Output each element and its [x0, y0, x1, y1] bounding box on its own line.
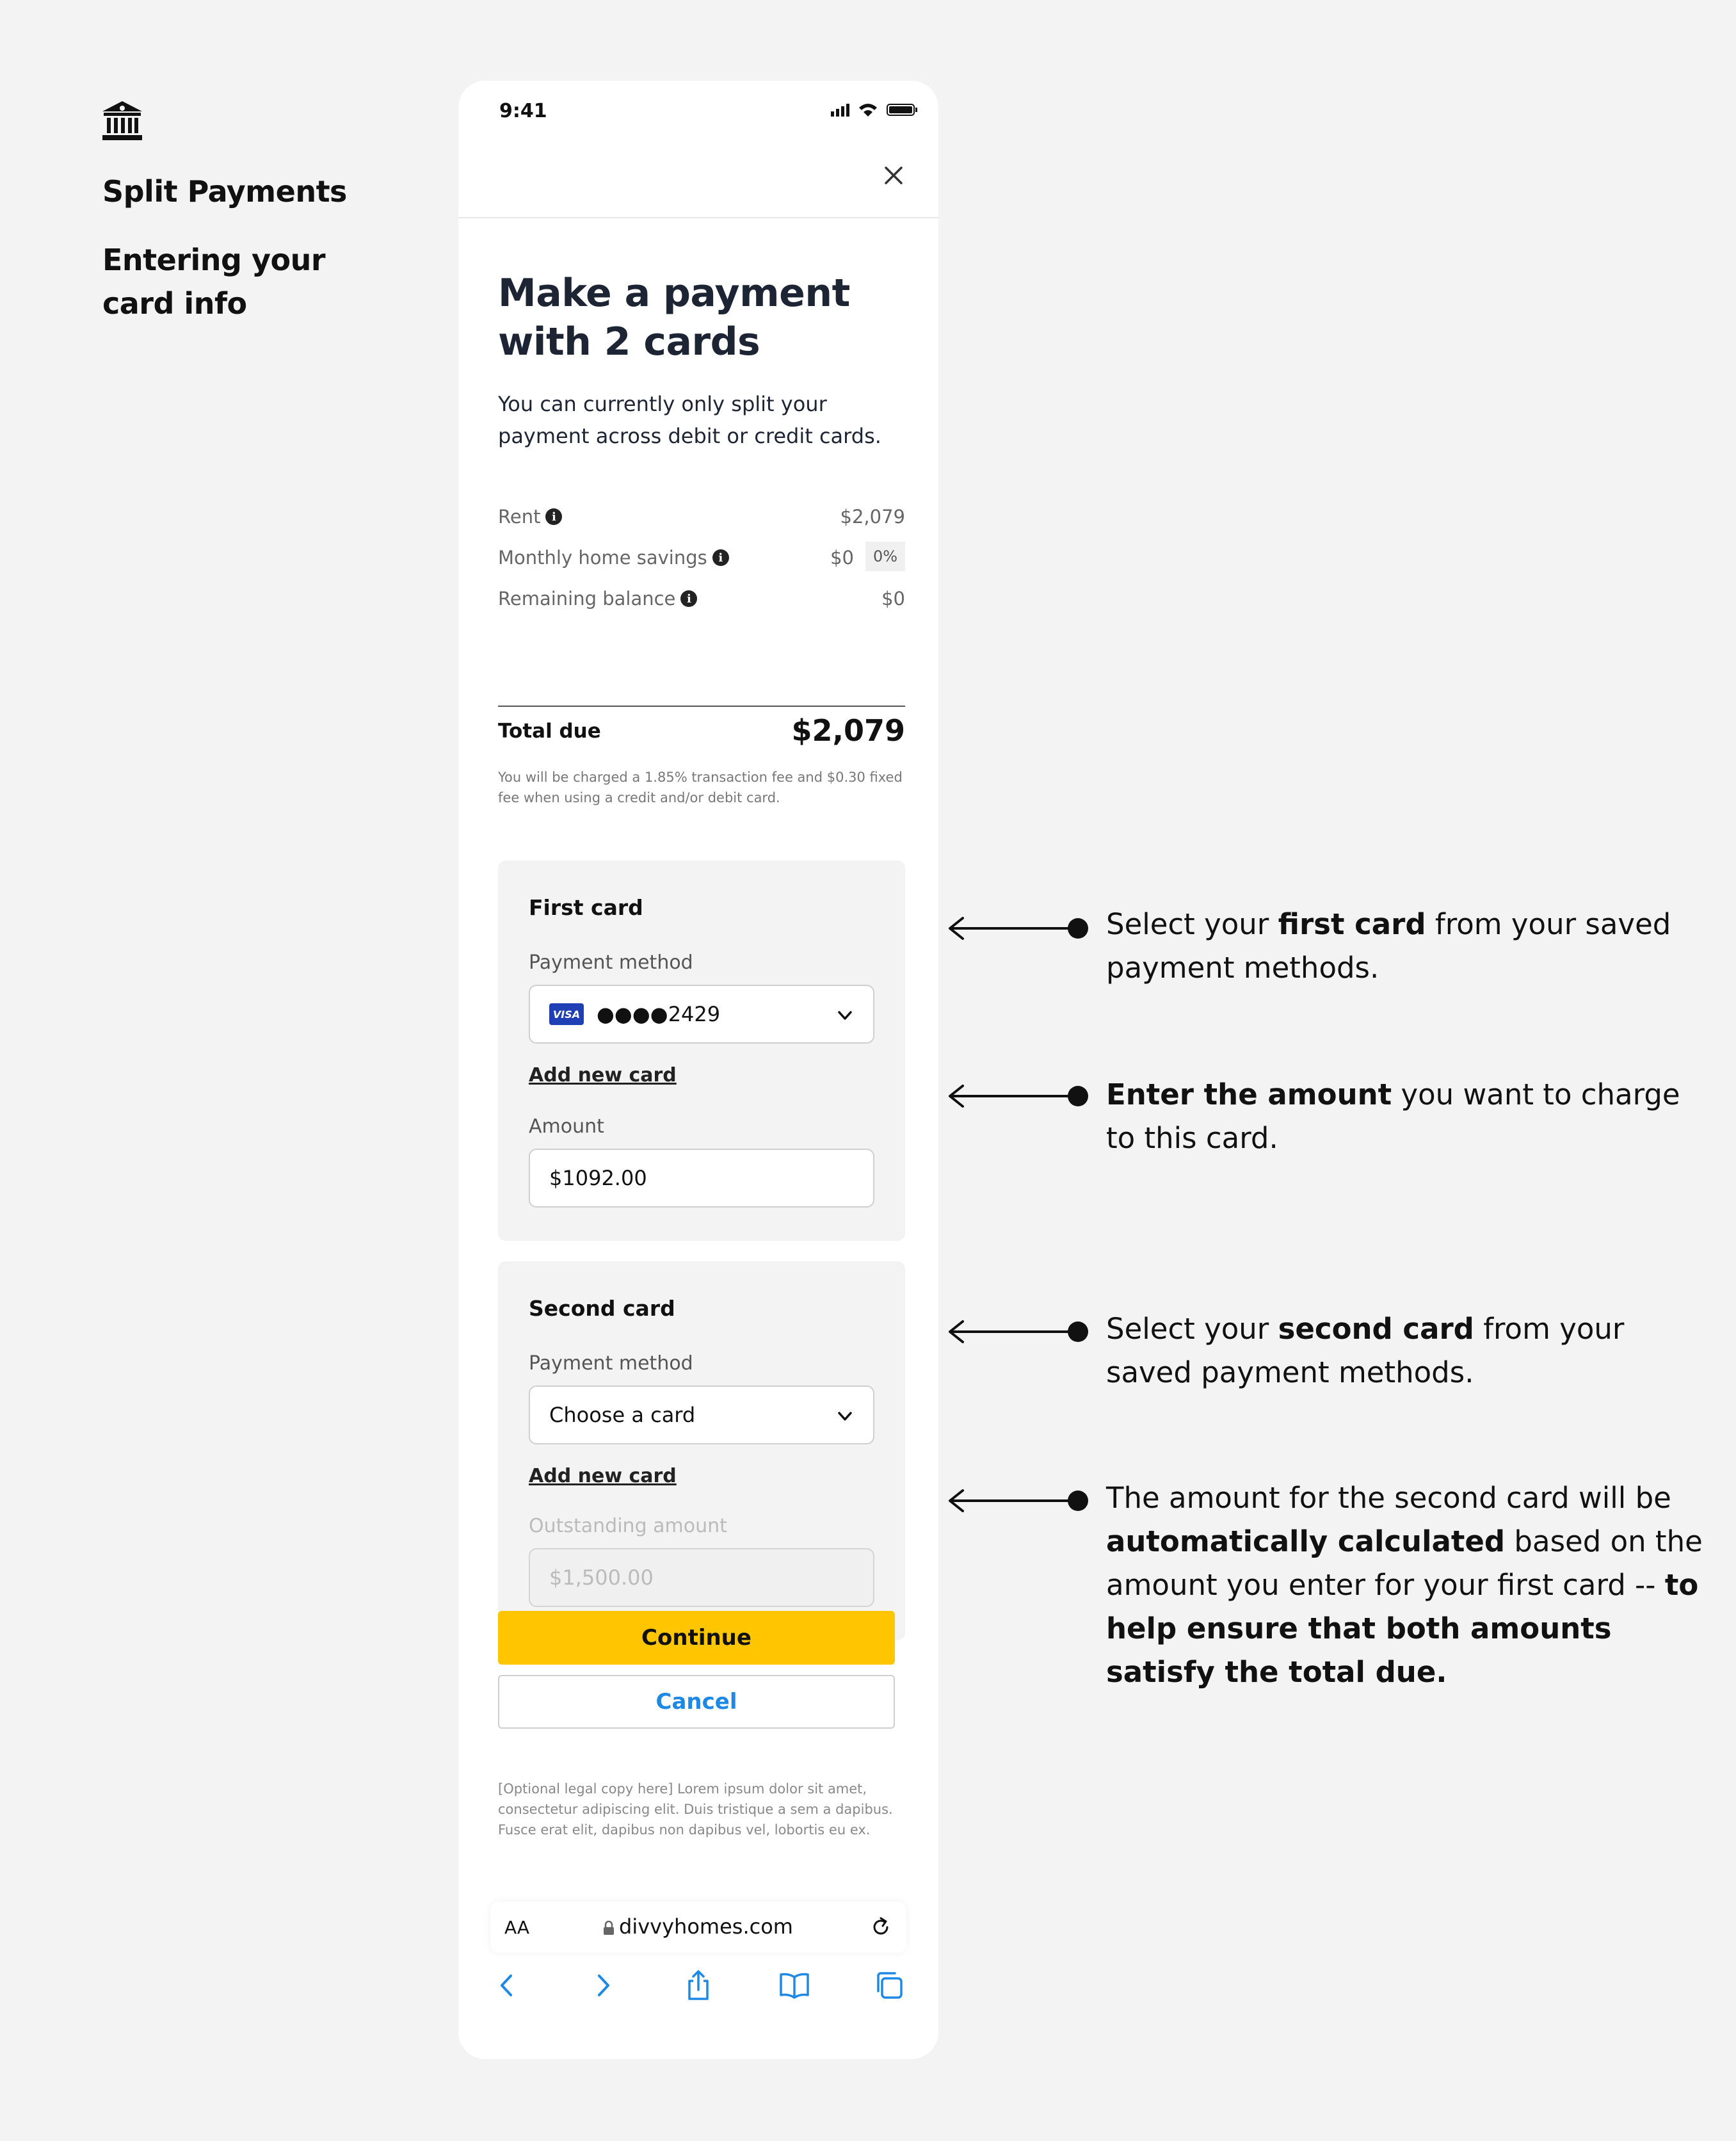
chevron-down-icon — [836, 1407, 854, 1425]
annotation-first-card: Select your first card from your saved payment methods. — [1106, 907, 1671, 985]
page-description: You can currently only split your payment across debit or credit cards. — [498, 392, 881, 448]
first-card-select[interactable] — [529, 985, 874, 1044]
bank-icon — [101, 100, 143, 142]
annotation-auto-calc: The amount for the second card will be automatically calculated based on the amount you enter for your first card -- to help ensure that both amounts satisfy the total due. — [1106, 1481, 1703, 1689]
fee-note: You will be charged a 1.85% transaction fee and $0.30 fixed fee when using a credit and/or debit card. — [498, 770, 903, 805]
info-icon[interactable]: i — [680, 590, 697, 607]
info-icon[interactable]: i — [712, 549, 729, 566]
rent-row — [498, 506, 905, 531]
first-amount-label: Amount — [529, 1115, 604, 1138]
annotation-amount: Enter the amount you want to charge to this card. — [1106, 1078, 1680, 1155]
visa-icon: VISA — [549, 1003, 584, 1025]
arrow-icon — [946, 1488, 1092, 1514]
first-card-number: ●●●●2429 — [597, 1002, 721, 1026]
phone-frame — [458, 81, 938, 2059]
page-section-subtitle: Entering your card info — [102, 243, 326, 321]
chevron-down-icon — [836, 1006, 854, 1024]
status-icons — [831, 101, 920, 118]
back-icon[interactable] — [492, 1969, 524, 2001]
continue-button[interactable]: Continue — [498, 1611, 895, 1665]
rent-label: Rent — [498, 506, 541, 528]
close-icon[interactable] — [882, 164, 905, 187]
total-value: $2,079 — [791, 713, 905, 748]
remaining-row — [498, 588, 905, 613]
url-field[interactable] — [490, 1914, 906, 1939]
savings-label: Monthly home savings — [498, 547, 707, 569]
legal-copy: [Optional legal copy here] Lorem ipsum dolor sit amet, consectetur adipiscing elit. Duis tristique a sem a dapibus. Fusce erat elit, dapibus non dapibus vel, lobortis eu ex. — [498, 1781, 893, 1838]
header-divider — [458, 217, 938, 218]
savings-percent-input[interactable]: 0% — [865, 542, 905, 571]
page-section-title: Split Payments — [102, 174, 347, 209]
reload-icon[interactable] — [869, 1916, 892, 1939]
tabs-icon[interactable] — [873, 1969, 905, 2001]
rent-value: $2,079 — [840, 506, 905, 528]
savings-row — [498, 547, 905, 572]
savings-value: $0 — [830, 547, 854, 569]
second-card-placeholder: Choose a card — [549, 1403, 696, 1427]
browser-address-bar[interactable] — [490, 1902, 906, 1953]
page-title: Make a payment with 2 cards — [498, 271, 850, 364]
total-label: Total due — [498, 720, 601, 743]
first-payment-method-label: Payment method — [529, 951, 693, 974]
arrow-icon — [946, 1319, 1092, 1345]
first-card-panel — [498, 860, 905, 1241]
bookmarks-icon[interactable] — [778, 1969, 810, 2001]
first-card-title: First card — [529, 895, 643, 920]
url-text: divvyhomes.com — [619, 1914, 793, 1939]
second-add-new-card-link[interactable]: Add new card — [529, 1465, 677, 1487]
outstanding-amount-label: Outstanding amount — [529, 1515, 727, 1537]
browser-toolbar — [458, 1969, 938, 2008]
second-card-select[interactable] — [529, 1386, 874, 1444]
share-icon[interactable] — [682, 1969, 714, 2001]
info-icon[interactable]: i — [545, 508, 562, 525]
arrow-icon — [946, 916, 1092, 941]
outstanding-amount-input: $1,500.00 — [529, 1548, 874, 1607]
status-time: 9:41 — [499, 100, 547, 122]
summary-divider — [498, 706, 905, 707]
second-card-panel — [498, 1261, 905, 1640]
second-card-title: Second card — [529, 1296, 675, 1321]
second-payment-method-label: Payment method — [529, 1352, 693, 1375]
text-size-button[interactable]: AA — [504, 1917, 530, 1938]
forward-icon[interactable] — [588, 1969, 620, 2001]
remaining-label: Remaining balance — [498, 588, 676, 610]
first-add-new-card-link[interactable]: Add new card — [529, 1064, 677, 1087]
cancel-button[interactable]: Cancel — [498, 1675, 895, 1729]
annotation-second-card: Select your second card from your saved payment methods. — [1106, 1312, 1625, 1389]
remaining-value: $0 — [881, 588, 905, 610]
arrow-icon — [946, 1083, 1092, 1109]
first-amount-input[interactable]: $1092.00 — [529, 1149, 874, 1208]
lock-icon — [604, 1921, 614, 1935]
